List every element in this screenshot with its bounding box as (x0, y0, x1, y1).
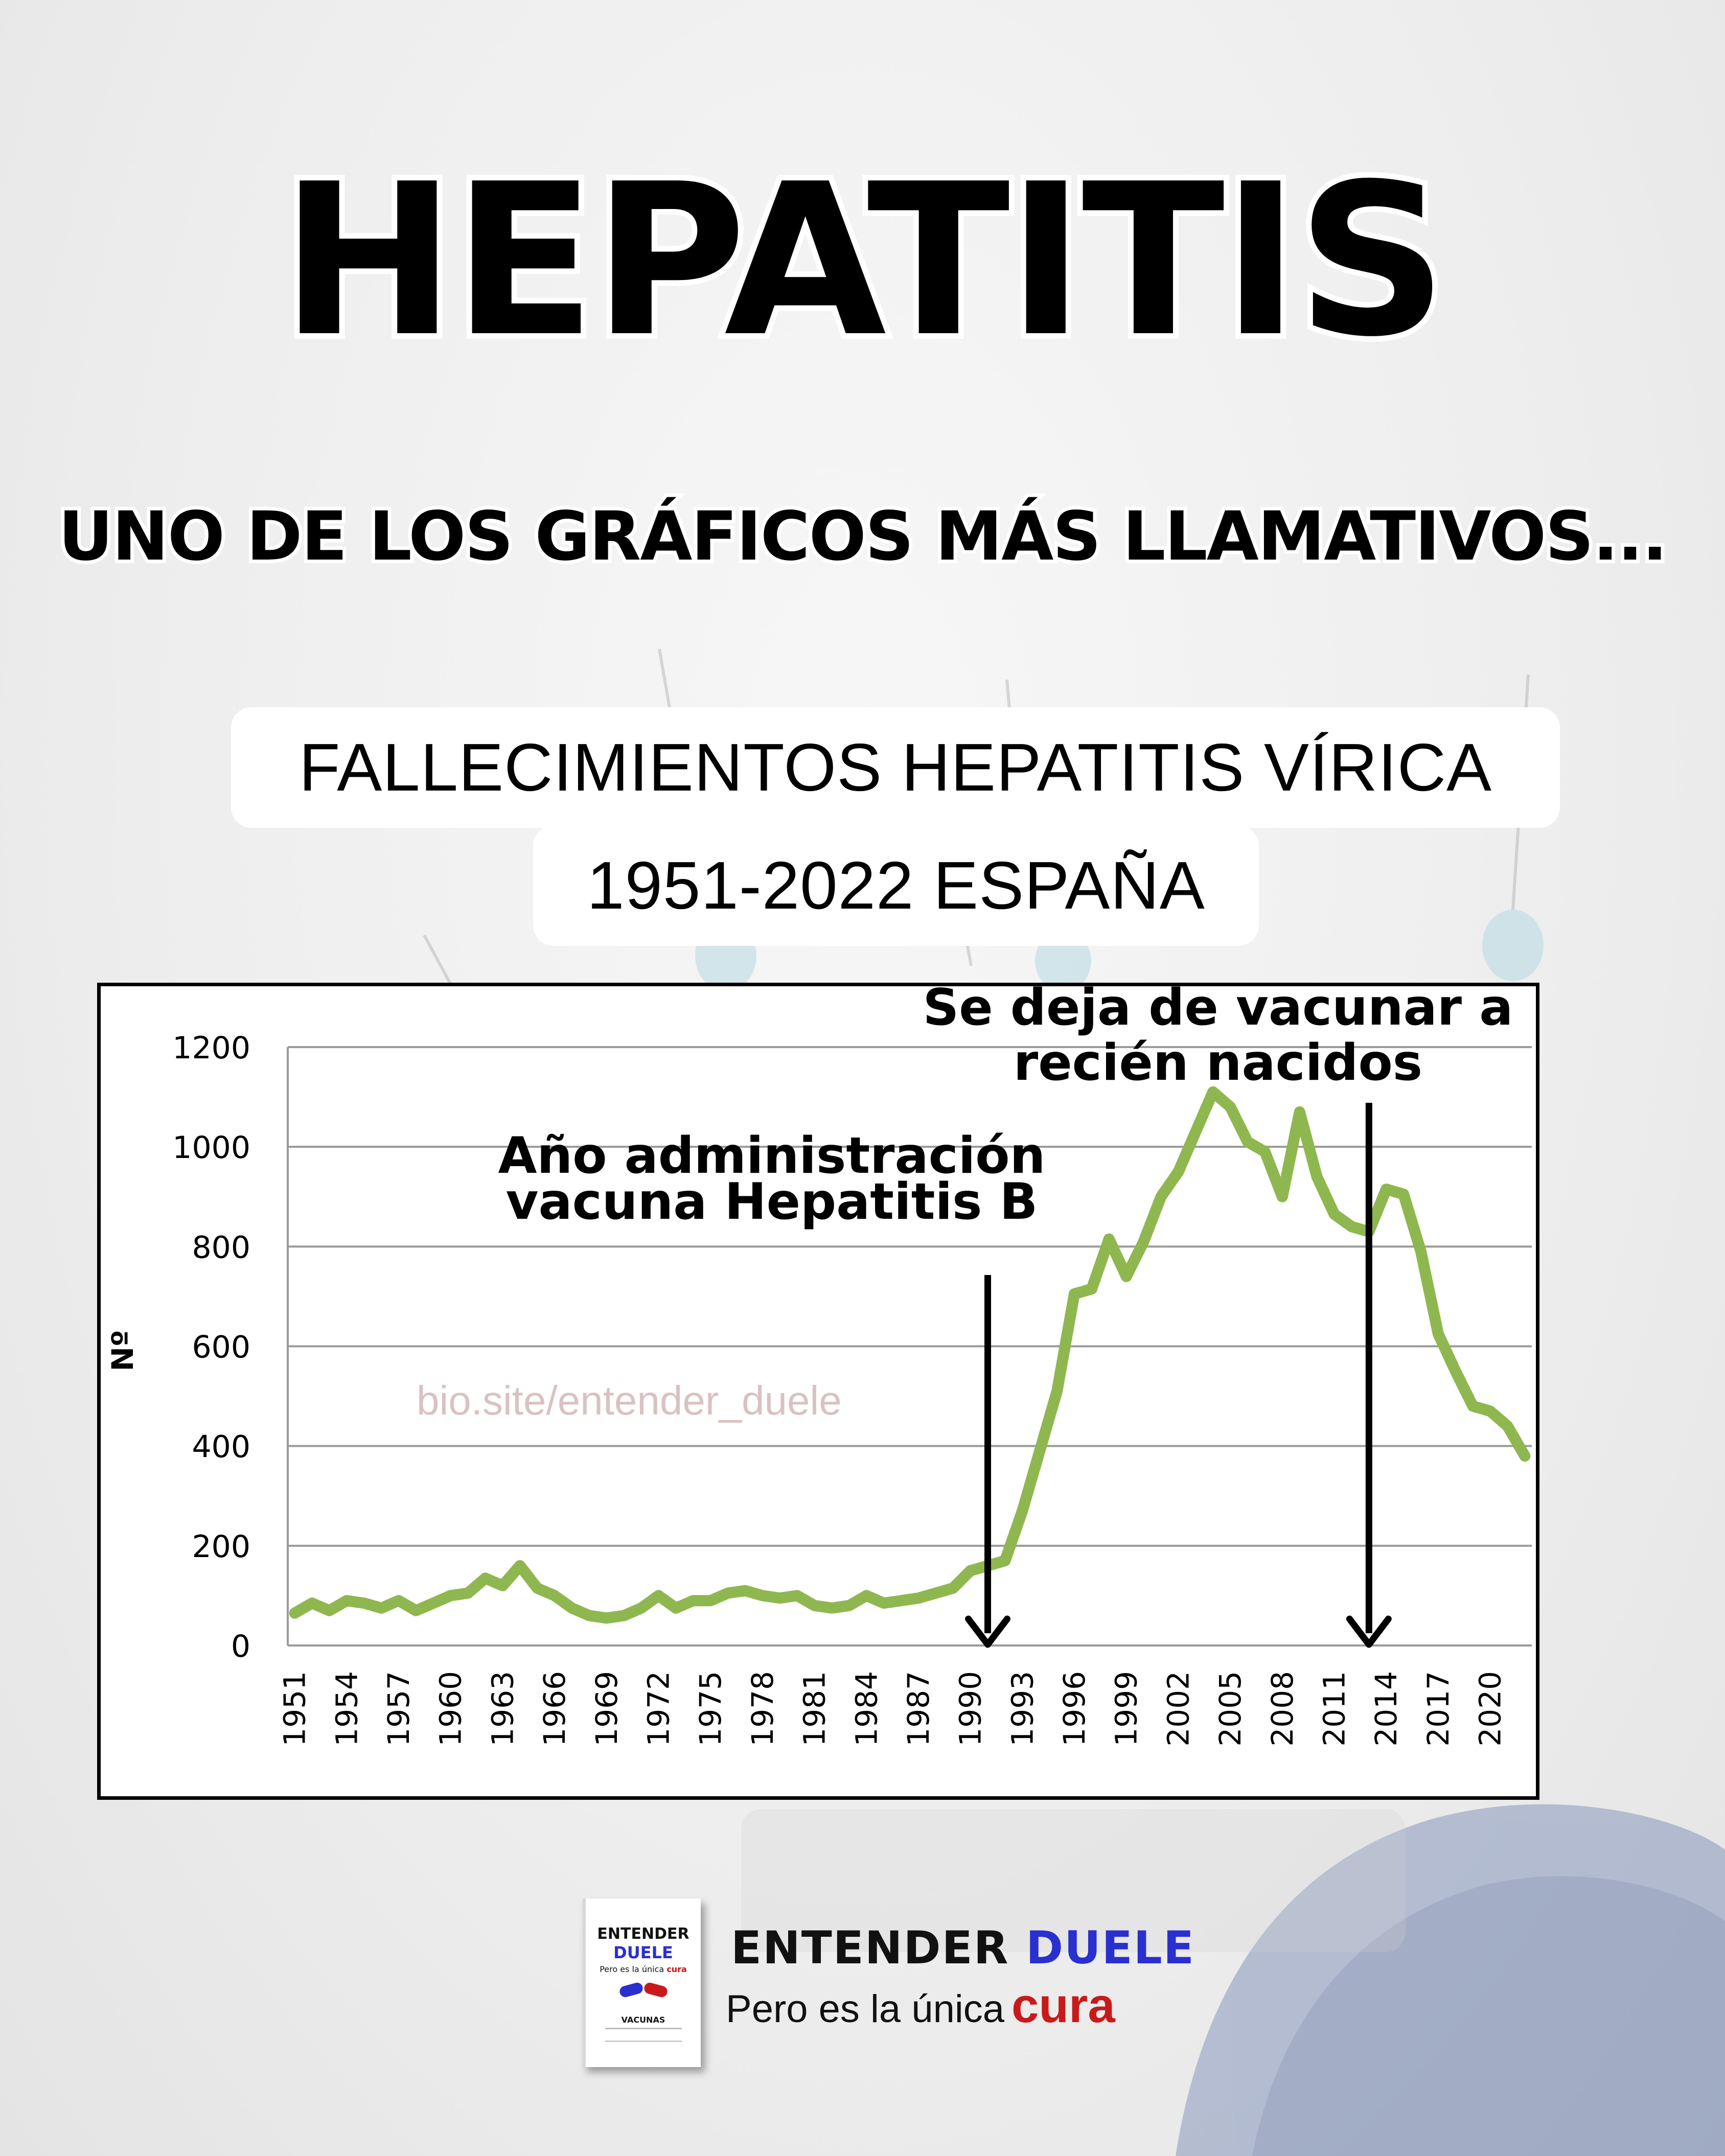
x-tick-label: 2014 (1369, 1671, 1404, 1747)
data-point (675, 1607, 677, 1609)
book-cover (583, 1898, 701, 2067)
data-point (1507, 1425, 1509, 1427)
x-tick-label: 1960 (433, 1671, 468, 1747)
page-subtitle: UNO DE LOS GRÁFICOS MÁS LLAMATIVOS... (58, 497, 1667, 576)
annotation-text: recién nacidos (1013, 1034, 1423, 1092)
x-tick-label: 1954 (329, 1671, 364, 1747)
data-point (865, 1594, 867, 1596)
data-point (311, 1602, 313, 1604)
annotation-text: Se deja de vacunar a (923, 983, 1513, 1037)
data-point (900, 1599, 902, 1602)
data-point (1143, 1241, 1145, 1243)
data-point (657, 1594, 659, 1596)
data-point (1108, 1238, 1110, 1240)
data-point (814, 1605, 816, 1607)
data-point (1385, 1188, 1387, 1190)
x-tick-label: 1957 (381, 1671, 416, 1747)
chart-heading-line1: FALLECIMIENTOS HEPATITIS VÍRICA (231, 707, 1560, 828)
data-point (796, 1594, 798, 1596)
data-point (1264, 1151, 1266, 1153)
data-point (536, 1587, 538, 1589)
x-tick-label: 1993 (1005, 1671, 1040, 1747)
annotation-text: Año administración (498, 1127, 1046, 1185)
data-point (380, 1607, 382, 1609)
data-point (1299, 1111, 1301, 1113)
data-point (501, 1585, 503, 1587)
y-tick-label: 1000 (172, 1130, 250, 1166)
data-point (848, 1605, 850, 1607)
data-point (606, 1617, 608, 1619)
data-point (917, 1597, 919, 1599)
data-point (571, 1607, 573, 1609)
data-point (831, 1607, 833, 1609)
data-point (744, 1590, 746, 1592)
x-tick-label: 2002 (1161, 1671, 1196, 1747)
pills-icon (615, 1982, 672, 1998)
data-point (1316, 1176, 1318, 1178)
x-tick-label: 2017 (1420, 1671, 1456, 1747)
data-point (935, 1592, 937, 1594)
data-point (554, 1594, 556, 1596)
y-tick-label: 800 (192, 1230, 250, 1266)
y-tick-label: 0 (231, 1629, 250, 1664)
x-tick-label: 1951 (277, 1671, 312, 1747)
data-point (640, 1607, 642, 1609)
book-subtitle: Pero es la única cura (600, 1964, 687, 1974)
data-point (970, 1570, 972, 1572)
x-tick-label: 1981 (797, 1671, 832, 1747)
x-tick-label: 2020 (1473, 1671, 1508, 1747)
x-tick-label: 2008 (1264, 1671, 1300, 1747)
data-point (1455, 1370, 1457, 1372)
x-tick-label: 1969 (589, 1671, 624, 1747)
x-tick-label: 1972 (641, 1671, 676, 1747)
data-point (1004, 1560, 1006, 1562)
data-point (450, 1594, 452, 1596)
data-point (1333, 1213, 1336, 1215)
book-title-2: DUELE (613, 1943, 673, 1962)
brand-name: ENTENDER DUELE (731, 1921, 1195, 1974)
data-point (1437, 1333, 1439, 1335)
data-point (1420, 1250, 1422, 1253)
data-point (1472, 1405, 1474, 1407)
chart-heading-line2: 1951-2022 ESPAÑA (533, 825, 1259, 946)
data-point (779, 1597, 781, 1599)
data-point (519, 1565, 521, 1567)
data-point (709, 1599, 711, 1602)
y-tick-label: 600 (192, 1329, 250, 1365)
x-tick-label: 2011 (1317, 1671, 1352, 1747)
y-tick-label: 400 (192, 1429, 250, 1465)
book-label: VACUNAS (621, 2015, 665, 2025)
data-point (432, 1602, 434, 1604)
brand-tagline: Pero es la única cura (726, 1978, 1115, 2033)
data-point (1125, 1276, 1128, 1278)
data-point (1177, 1171, 1179, 1173)
x-tick-label: 1966 (537, 1671, 572, 1747)
data-point (1350, 1225, 1352, 1227)
line-chart (97, 983, 1539, 1800)
data-point (1247, 1141, 1249, 1143)
x-tick-label: 1996 (1057, 1671, 1092, 1747)
x-tick-label: 1978 (745, 1671, 780, 1747)
data-point (363, 1602, 365, 1604)
data-point (952, 1587, 954, 1589)
y-axis-label: Nº (105, 1330, 140, 1372)
data-point (1160, 1196, 1162, 1198)
data-point (1524, 1455, 1526, 1457)
data-point (328, 1610, 330, 1612)
annotation-text: vacuna Hepatitis B (505, 1173, 1038, 1231)
data-point (1229, 1106, 1231, 1108)
data-point (1194, 1131, 1197, 1133)
data-point (883, 1602, 885, 1604)
data-point (484, 1577, 486, 1579)
x-tick-label: 1987 (901, 1671, 936, 1747)
data-point (1402, 1193, 1405, 1195)
data-point (1039, 1450, 1041, 1452)
x-tick-label: 1984 (849, 1671, 884, 1747)
data-point (588, 1614, 590, 1616)
x-tick-label: 1963 (485, 1671, 520, 1747)
x-tick-label: 1999 (1109, 1671, 1144, 1747)
data-point (727, 1592, 729, 1594)
x-tick-label: 2005 (1213, 1671, 1248, 1747)
data-point (623, 1614, 625, 1616)
page-title: HEPATITIS (280, 138, 1445, 383)
y-tick-label: 1200 (172, 1030, 250, 1066)
data-point (692, 1599, 694, 1602)
book-text-lines (605, 2028, 682, 2042)
data-point (294, 1612, 296, 1614)
data-point (467, 1592, 469, 1594)
data-point (415, 1610, 417, 1612)
data-point (1281, 1196, 1283, 1198)
data-point (1021, 1510, 1023, 1512)
data-point (398, 1599, 400, 1602)
x-tick-label: 1975 (693, 1671, 728, 1747)
data-point (346, 1599, 348, 1602)
data-point (1091, 1288, 1093, 1290)
data-point (1056, 1390, 1058, 1392)
data-point (762, 1594, 764, 1596)
y-tick-label: 200 (192, 1528, 250, 1565)
data-point (1489, 1410, 1491, 1412)
book-title-1: ENTENDER (597, 1925, 689, 1943)
data-point (1073, 1293, 1075, 1295)
x-tick-label: 1990 (953, 1671, 988, 1747)
chart-watermark: bio.site/entender_duele (417, 1378, 842, 1423)
